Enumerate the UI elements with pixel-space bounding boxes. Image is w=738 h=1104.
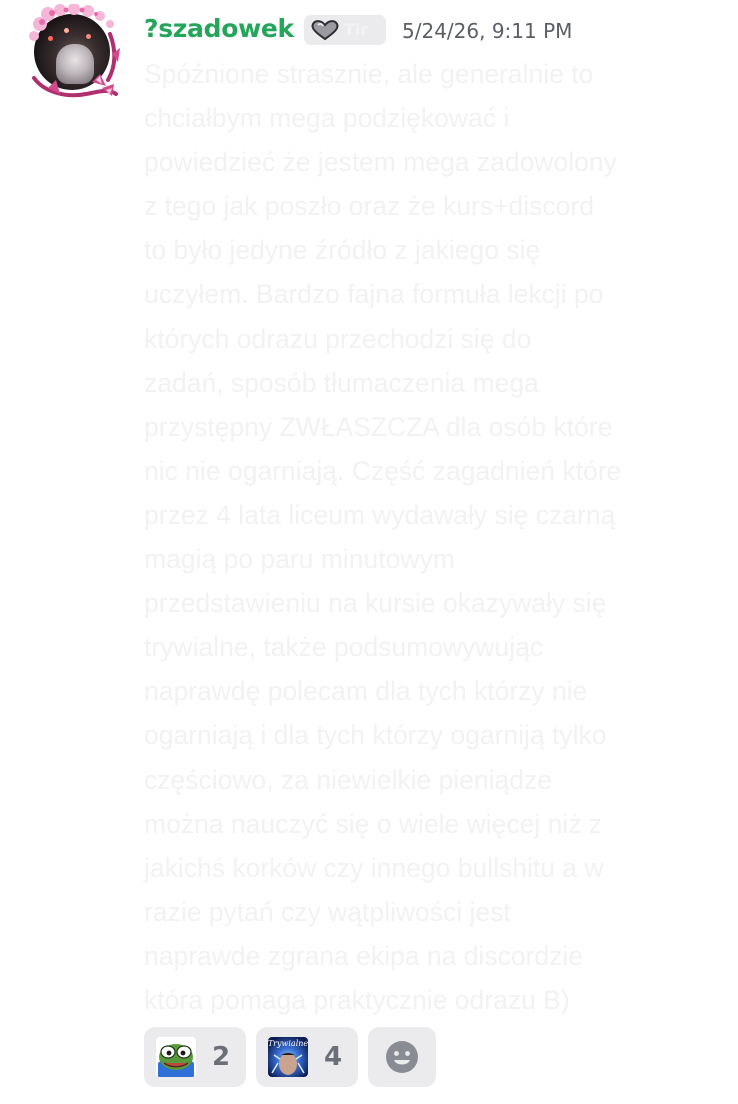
clan-tag-text: Tir (344, 20, 369, 39)
message-line: powiedzieć że jestem mega zadowolony (144, 147, 617, 178)
timestamp[interactable]: 5/24/26, 9:11 PM (402, 19, 573, 43)
message-line: przystępny ZWŁASZCZA dla osób które (144, 411, 613, 442)
message-line: to było jedyne źródło z jakiego się (144, 235, 541, 266)
message-line: trywialne, także podsumowywując (144, 632, 544, 663)
trywialne-emoji-icon (268, 1037, 308, 1077)
message-line: można nauczyć się o wiele więcej niż z (144, 808, 603, 839)
message-line: uczyłem. Bardzo fajna formuła lekcji po (144, 279, 604, 310)
emoji-caption: Trywialne (268, 1039, 308, 1048)
reaction-count: 4 (324, 1042, 343, 1072)
avatar[interactable] (26, 4, 122, 100)
message-line: przedstawieniu na kursie okazywały się (144, 588, 607, 619)
reaction-pepe[interactable] (144, 1027, 246, 1087)
message-line: Spóźnione strasznie, ale generalnie to (144, 59, 594, 89)
message-line: która pomaga praktycznie odrazu B) (144, 984, 570, 1015)
message-content (144, 52, 714, 1022)
username[interactable]: ?szadowek (144, 14, 294, 43)
message-line: z tego jak poszło oraz że kurs+discord (144, 191, 594, 222)
reaction-count: 2 (212, 1042, 231, 1072)
message-line: naprawdę polecam dla tych którzy nie (144, 676, 588, 707)
smiley-add-reaction-icon (384, 1039, 420, 1075)
message-line: nic nie ogarniają. Część zagadnień które (144, 455, 622, 486)
heart-icon (310, 19, 340, 41)
message-line: przez 4 lata liceum wydawały się czarną (144, 499, 616, 530)
pepe-frog-emoji-icon (156, 1037, 196, 1077)
add-reaction-button[interactable] (368, 1027, 436, 1087)
message-line: częściowo, za niewielkie pieniądze (144, 764, 553, 795)
message-line: jakichś korków czy innego bullshitu a w (144, 852, 604, 883)
reaction-trywialne[interactable] (256, 1027, 358, 1087)
message-line: zadań, sposób tłumaczenia mega (144, 367, 539, 398)
message-line: chciałbym mega podziękować i (144, 103, 510, 134)
flower-frame-icon (26, 4, 122, 100)
message-line: ogarniają i dla tych którzy ogarniją tylko (144, 720, 607, 751)
clan-tag[interactable] (304, 15, 386, 45)
message-line: magią po paru minutowym (144, 544, 455, 575)
message-line: naprawde zgrana ekipa na discordzie (144, 940, 583, 971)
message-line: których odrazu przechodzi się do (144, 323, 532, 354)
message-line: razie pytań czy wątpliwości jest (144, 896, 511, 927)
